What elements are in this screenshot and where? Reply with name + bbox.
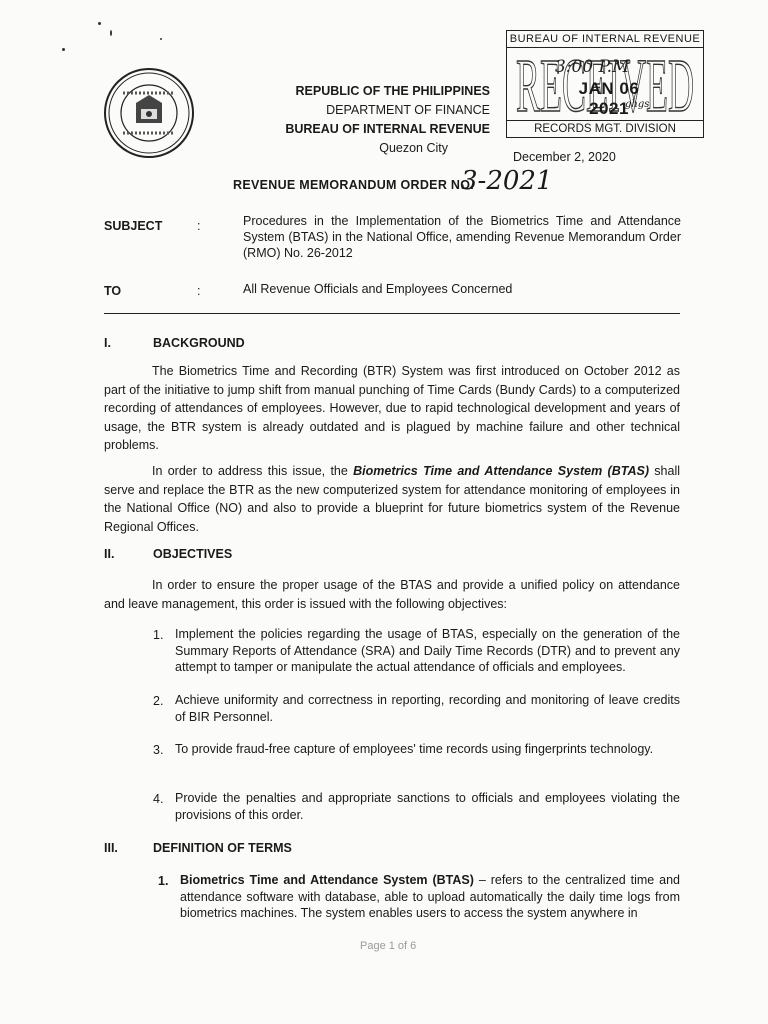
objective-item: To provide fraud-free capture of employees' time records using fingerprints technology. xyxy=(175,742,654,756)
letterhead xyxy=(270,82,490,158)
order-number: 3-2021 xyxy=(461,166,553,196)
stamp-initials: ghgs xyxy=(625,99,650,110)
scan-speck xyxy=(62,48,65,51)
stamp-date: JAN 06 2021 xyxy=(578,79,640,118)
subject-label: SUBJECT xyxy=(104,219,163,233)
scan-speck xyxy=(110,30,112,36)
objective-number: 2. xyxy=(153,694,164,708)
city-name: Quezon City xyxy=(379,141,448,155)
objective-number: 1. xyxy=(153,628,164,642)
scan-speck xyxy=(160,38,162,40)
objective-number: 4. xyxy=(153,792,164,806)
bir-seal xyxy=(103,67,195,159)
objective-number: 3. xyxy=(153,743,164,757)
section-number: I. xyxy=(104,336,111,350)
btas-emphasis: Biometrics Time and Attendance System (BTAS) xyxy=(353,464,649,478)
definition-number: 1. xyxy=(158,874,169,888)
department-name: DEPARTMENT OF FINANCE xyxy=(326,103,490,117)
section-title-background: BACKGROUND xyxy=(153,336,245,350)
stamp-time: 3:00 P.M xyxy=(555,57,630,77)
to-label: TO xyxy=(104,284,122,298)
background-paragraph-2: In order to address this issue, the Biometrics Time and Attendance System (BTAS) shall serve and replace the BTR as the new computerized system for attendance monitoring of employees in the National Office (NO) and also to provide a blueprint for future biometrics system of the Revenue Regional Offices. xyxy=(104,464,681,534)
section-number: II. xyxy=(104,547,115,561)
stamp-division: RECORDS MGT. DIVISION xyxy=(507,120,703,137)
definition-item: Biometrics Time and Attendance System (BTAS) – refers to the centralized time and attendance software with database, able to upload automatically the daily time logs from biometrics machines. The system enables users to access the system anywhere in xyxy=(180,873,681,920)
stamp-agency: BUREAU OF INTERNAL REVENUE xyxy=(507,31,703,48)
objective-item: Provide the penalties and appropriate sanctions to officials and employees violating the provisions of this order. xyxy=(175,791,680,822)
subject-colon: : xyxy=(197,219,201,233)
section-title-objectives: OBJECTIVES xyxy=(153,547,233,561)
scan-speck xyxy=(98,22,101,25)
country-name: REPUBLIC OF THE PHILIPPINES xyxy=(295,84,490,98)
objectives-intro: In order to ensure the proper usage of the BTAS and provide a unified policy on attendance and leave management, this order is issued with the following objectives: xyxy=(104,578,680,611)
bureau-name: BUREAU OF INTERNAL REVENUE xyxy=(285,122,490,136)
section-number: III. xyxy=(104,841,118,855)
section-title-definitions: DEFINITION OF TERMS xyxy=(153,841,292,855)
received-stamp xyxy=(506,30,704,138)
stamp-received-word: RECEIVED xyxy=(516,45,694,119)
page-number: Page 1 of 6 xyxy=(360,940,417,952)
to-colon: : xyxy=(197,284,201,298)
to-text: All Revenue Officials and Employees Concerned xyxy=(243,282,513,296)
background-paragraph-1: The Biometrics Time and Recording (BTR) System was first introduced on October 2012 as part of the initiative to jump shift from manual punching of Time Cards (Bundy Cards) to a computerized recording of attendances of employees. However, due to rapid technological development and years of usage, the BTR system is already outdated and is plagued by machine failure and other technical problems. xyxy=(104,364,680,452)
objective-item: Achieve uniformity and correctness in reporting, recording and monitoring of leave credits of BIR Personnel. xyxy=(175,693,680,724)
divider xyxy=(104,313,680,314)
memo-date: December 2, 2020 xyxy=(513,150,616,164)
order-label: REVENUE MEMORANDUM ORDER NO. xyxy=(233,178,475,192)
definition-term: Biometrics Time and Attendance System (BTAS) xyxy=(180,873,474,887)
objective-item: Implement the policies regarding the usage of BTAS, especially on the generation of the Summary Reports of Attendance (SRA) and Daily Time Records (DTR) and to prevent any attempt to tamper or manipulate the actual attendance of officials and employees. xyxy=(175,627,680,674)
subject-text: Procedures in the Implementation of the Biometrics Time and Attendance System (BTAS) in the National Office, amending Revenue Memorandum Order (RMO) No. 26-2012 xyxy=(243,214,681,260)
